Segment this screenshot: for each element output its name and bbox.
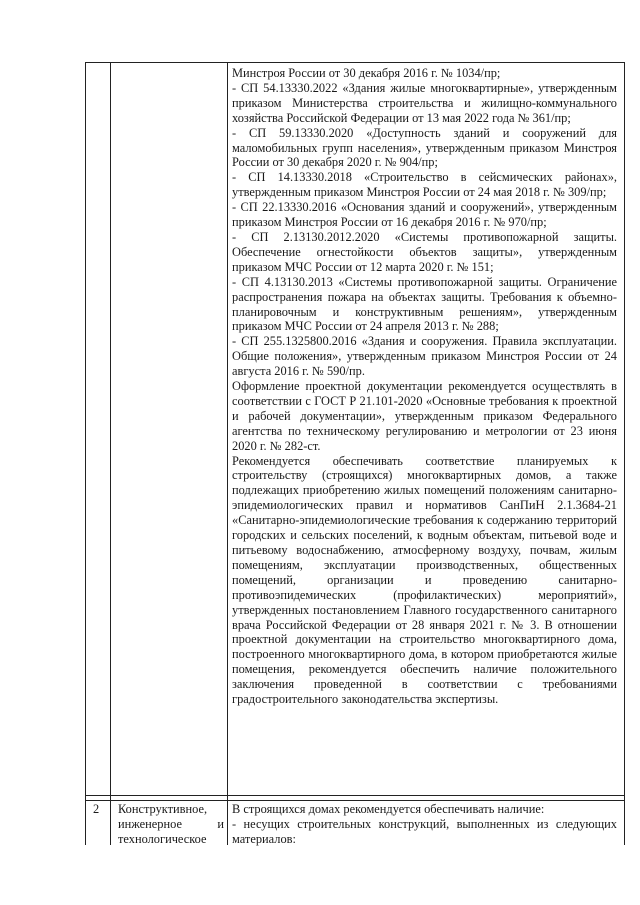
category-line: Конструктивное, [118,802,208,816]
row2-paragraph: В строящихся домах рекомендуется обеспечивать наличие: [232,802,545,816]
row1-paragraph: - СП 22.13330.2016 «Основания зданий и сооружений», утвержденным приказом Минстроя России от 16 декабря 2016 г. № 970/пр; [232,200,617,230]
category-line: инженерное и [118,816,224,831]
row1-paragraph: Оформление проектной документации рекомендуется осуществлять в соответствии с ГОСТ Р 21.101-2020 «Основные требования к проектной и рабочей документации», утвержденным приказом Федерального агентства по техническому регулированию и метрологии от 23 июня 2020 г. № 282-ст. [232,379,617,453]
row1-paragraph: - СП 59.13330.2020 «Доступность зданий и сооружений для маломобильных групп населения», утвержденным приказом Минстроя России от 30 декабря 2020 г. № 904/пр; [232,125,617,170]
row1-paragraph: - СП 2.13130.2012.2020 «Системы противопожарной защиты. Обеспечение огнестойкости объектов защиты», утвержденным приказом МЧС России от 12 марта 2020 г. № 151; [232,229,617,274]
table-border-right [624,62,625,845]
row-number: 2 [93,802,100,816]
requirements-table [85,62,624,845]
row-category [118,802,224,847]
row2-content [232,802,617,847]
row1-paragraph: - СП 54.13330.2022 «Здания жилые многоквартирные», утвержденным приказом Министерства строительства и жилищно-коммунального хозяйства Российской Федерации от 13 мая 2022 года № 361/пр; [232,80,617,125]
row1-paragraph: - СП 4.13130.2013 «Системы противопожарной защиты. Ограничение распространения пожара на объектах защиты. Требования к объемно-планировочным и конструктивным решениям», утвержденным приказом МЧС России от 24 апреля 2013 г. № 288; [232,274,617,334]
row1-paragraph: - СП 14.13330.2018 «Строительство в сейсмических районах», утвержденным приказом Минстроя России от 24 мая 2018 г. № 309/пр; [232,170,617,200]
category-line: технологическое [118,831,207,846]
table-border-left [85,62,86,845]
column-divider-1 [110,62,111,845]
column-divider-2 [227,62,228,845]
table-border-top [85,62,624,63]
row-divider [85,795,624,796]
row1-paragraph: Минстроя России от 30 декабря 2016 г. № 1034/пр; [232,66,501,80]
row2-paragraph: - несущих строительных конструкций, выполненных из следующих материалов: [232,816,617,846]
row1-paragraph: Рекомендуется обеспечивать соответствие планируемых к строительству (строящихся) многоквартирных домов, а также подлежащих приобретению жилых помещений положениям санитарно-эпидемиологических правил и нормативов СанПиН 2.1.3684-21 «Санитарно-эпидемиологические требования к содержанию территорий городских и сельских поселений, к водным объектам, питьевой воде и питьевому водоснабжению, атмосферному воздуху, почвам, жилым помещениям, эксплуатации производственных, общественных помещений, организации и проведению санитарно-противоэпидемических (профилактических) мероприятий», утвержденных постановлением Главного государственного санитарного врача Российской Федерации от 28 января 2021 г. № 3. В отношении проектной документации на строительство многоквартирного дома, построенного многоквартирного дома, в котором приобретаются жилые помещения, рекомендуется обеспечить наличие положительного заключения проведенной в соответствии с требованиями градостроительного законодательства экспертизы. [232,453,617,707]
row1-paragraph: - СП 255.1325800.2016 «Здания и сооружения. Правила эксплуатации. Общие положения», утвержденным приказом Минстроя России от 24 августа 2016 г. № 590/пр. [232,334,617,379]
row1-content [232,66,617,707]
row-divider-double [85,800,624,801]
